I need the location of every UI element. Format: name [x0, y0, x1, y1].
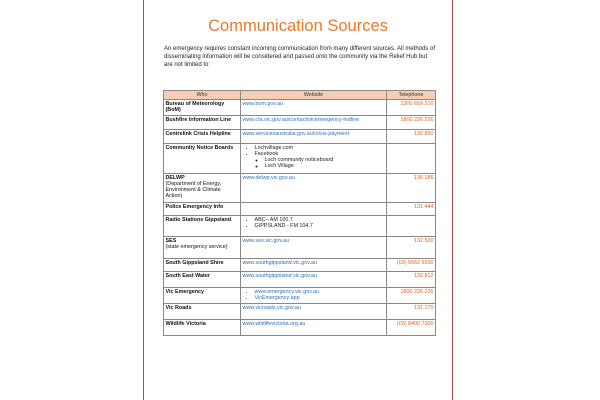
communication-table: [163, 90, 436, 336]
website-link[interactable]: • VicEmergency app: [255, 295, 385, 301]
telephone-cell: (03) 5662 9200: [387, 258, 436, 271]
website-link[interactable]: www.servicesaustralia.gov.au/crisis-payment: [241, 129, 387, 143]
table-header-row: [164, 91, 436, 100]
who-cell: Police Emergency Info: [164, 202, 241, 215]
who-cell: Bureau of Meteorology (BoM): [164, 100, 241, 116]
list-item: ◦ Loch Village: [265, 163, 385, 169]
telephone-cell: 1800 226 226: [387, 287, 436, 303]
telephone-cell: (03) 8400 7300: [387, 319, 436, 335]
telephone-cell: [387, 215, 436, 236]
header-telephone: Telephone: [387, 91, 436, 100]
table-row: [164, 236, 436, 258]
telephone-cell: 131 444: [387, 202, 436, 215]
telephone-cell: 132 850: [387, 129, 436, 143]
bullet-list: [243, 289, 385, 302]
telephone-cell: 136 186: [387, 173, 436, 202]
website-list-cell: [241, 215, 387, 236]
telephone-cell: 1800 226 226: [387, 115, 436, 129]
table-row: [164, 319, 436, 335]
who-cell: Centrelink Crisis Helpline: [164, 129, 241, 143]
bullet-list: [243, 217, 385, 230]
website-link[interactable]: • www.emergency.vic.gov.au: [255, 289, 385, 295]
document-page: [143, 0, 453, 400]
sub-bullet-list: [255, 157, 385, 170]
list-item: • Facebook ◦ Loch community noticeboard ◦ Loch Village: [255, 151, 385, 170]
who-cell: SES (state emergency service): [164, 236, 241, 258]
website-link[interactable]: www.cfa.vic.gov.au/contact/vicemergency-hotline: [241, 115, 387, 129]
table-row: [164, 173, 436, 202]
who-cell: Vic Roads: [164, 303, 241, 319]
who-cell: Radio Stations Gippsland: [164, 215, 241, 236]
who-cell: Community Notice Boards: [164, 143, 241, 173]
website-link[interactable]: www.wildlifevictoria.org.au: [241, 319, 387, 335]
telephone-cell: [387, 143, 436, 173]
page-title: Communication Sources: [208, 17, 388, 35]
telephone-cell: 132 500: [387, 236, 436, 258]
table-row: [164, 202, 436, 215]
table-row: [164, 215, 436, 236]
website-link[interactable]: www.vicroads.vic.gov.au: [241, 303, 387, 319]
table-row: [164, 100, 436, 116]
website-link[interactable]: www.delwp.vic.gov.au: [241, 173, 387, 202]
list-item: • ABC– AM 100.7: [255, 217, 385, 223]
who-cell: Vic Emergency: [164, 287, 241, 303]
table-row: [164, 271, 436, 287]
table-row: [164, 129, 436, 143]
table-row: [164, 115, 436, 129]
header-website: Website: [241, 91, 387, 100]
telephone-cell: 1300 659 210: [387, 100, 436, 116]
website-link[interactable]: www.southgippsland.vic.gov.au: [241, 258, 387, 271]
list-item: • Lochvillage.com: [255, 145, 385, 151]
telephone-cell: 131 170: [387, 303, 436, 319]
intro-paragraph: An emergency requires constant incoming communication from many different sources. All methods of disseminating information will be considered and passed onto the community via the Relief Hub but are not limited to:: [164, 46, 436, 68]
table-row: [164, 258, 436, 271]
who-cell: DELWP (Department of Energy, Environment & Climate Action): [164, 173, 241, 202]
bullet-list: [243, 145, 385, 170]
website-list-cell: [241, 143, 387, 173]
website-link[interactable]: www.bom.gov.au: [241, 100, 387, 116]
table-row: [164, 143, 436, 173]
website-list-cell: [241, 287, 387, 303]
website-link[interactable]: www.ses.vic.gov.au: [241, 236, 387, 258]
website-cell: [241, 202, 387, 215]
who-cell: Bushfire Information Line: [164, 115, 241, 129]
header-who: Who: [164, 91, 241, 100]
who-cell: Wildlife Victoria: [164, 319, 241, 335]
who-cell: South East Water: [164, 271, 241, 287]
list-item: • GIPPSLAND - FM 104.7: [255, 223, 385, 229]
table-row: [164, 303, 436, 319]
telephone-cell: 132 812: [387, 271, 436, 287]
list-item: ◦ Loch community noticeboard: [265, 157, 385, 163]
table-row: [164, 287, 436, 303]
website-link[interactable]: www.southgippsland.vic.gov.au: [241, 271, 387, 287]
who-cell: South Gippsland Shire: [164, 258, 241, 271]
